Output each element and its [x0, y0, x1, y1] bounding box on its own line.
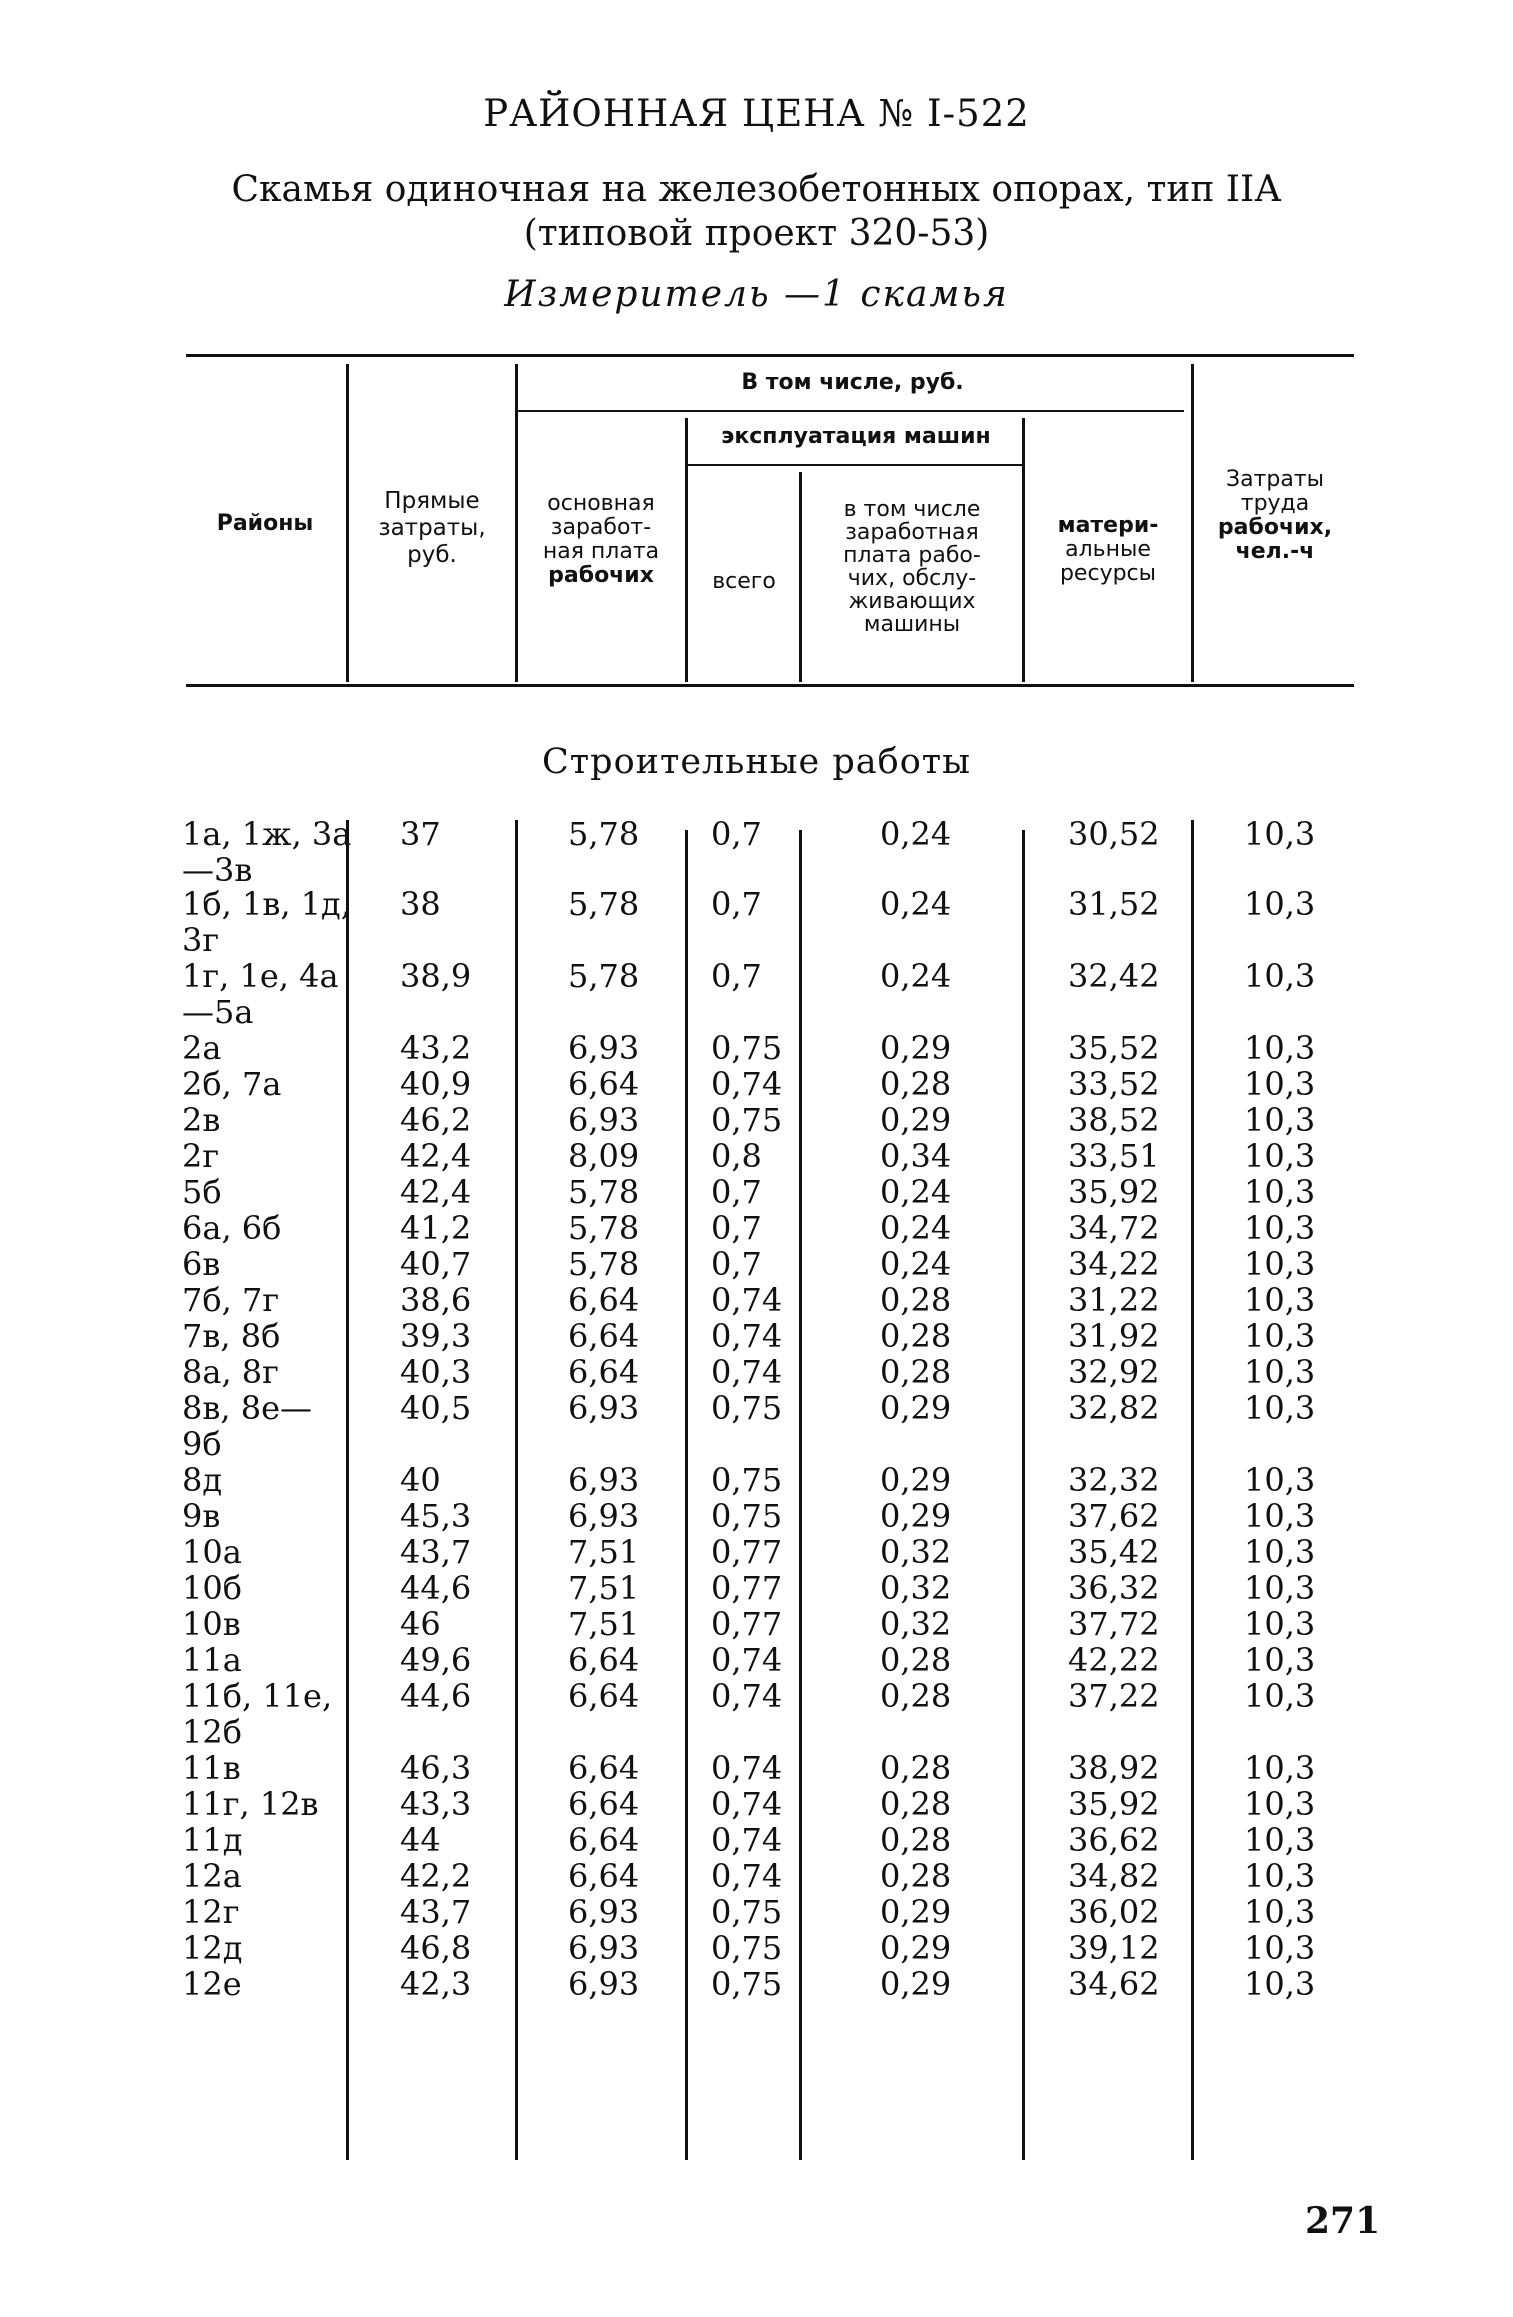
cell-machwage: 0,24 [880, 1209, 952, 1247]
cell-total: 0,7 [711, 1245, 762, 1283]
cell-materials: 34,82 [1068, 1857, 1160, 1895]
cell-labor: 10,3 [1244, 1281, 1316, 1319]
cell-total: 0,7 [711, 1173, 762, 1211]
cell-machwage: 0,24 [880, 885, 952, 923]
col-header-machine-operation: эксплуатация машин [721, 424, 991, 449]
cell-wage: 7,51 [568, 1605, 640, 1643]
cell-materials: 31,52 [1068, 885, 1160, 923]
cell-materials: 36,62 [1068, 1821, 1160, 1859]
cell-direct: 39,3 [400, 1317, 472, 1355]
col-header-including: В том числе, руб. [741, 370, 964, 395]
cell-wage: 6,93 [568, 1965, 640, 2003]
cell-direct: 46 [400, 1605, 441, 1643]
cell-labor: 10,3 [1244, 1857, 1316, 1895]
cell-direct: 40 [400, 1461, 441, 1499]
cell-labor: 10,3 [1244, 1101, 1316, 1139]
cell-machwage: 0,24 [880, 1173, 952, 1211]
cell-total: 0,75 [711, 1029, 783, 1067]
cell-total: 0,74 [711, 1281, 783, 1319]
cell-machwage: 0,24 [880, 957, 952, 995]
direct-line: затраты, [378, 515, 486, 541]
cell-region: 1б, 1в, 1д, 3г [182, 885, 351, 959]
cell-total: 0,75 [711, 1965, 783, 2003]
materials-line: ресурсы [1059, 561, 1157, 586]
table-row [0, 1642, 1513, 1678]
cell-direct: 43,2 [400, 1029, 472, 1067]
cell-total: 0,75 [711, 1497, 783, 1535]
machine-wage-line: плата рабо- [843, 543, 981, 568]
cell-direct: 43,3 [400, 1785, 472, 1823]
cell-labor: 10,3 [1244, 1461, 1316, 1499]
cell-machwage: 0,28 [880, 1281, 952, 1319]
materials-line: матери- [1057, 513, 1159, 538]
cell-region: 12а [182, 1857, 242, 1895]
cell-machwage: 0,29 [880, 1929, 952, 1967]
cell-total: 0,7 [711, 885, 762, 923]
cell-labor: 10,3 [1244, 1245, 1316, 1283]
cell-labor: 10,3 [1244, 1605, 1316, 1643]
cell-wage: 5,78 [568, 815, 640, 853]
cell-region: 11г, 12в [182, 1785, 319, 1823]
cell-materials: 31,22 [1068, 1281, 1160, 1319]
cell-labor: 10,3 [1244, 815, 1316, 853]
cell-direct: 40,5 [400, 1389, 472, 1427]
cell-total: 0,77 [711, 1605, 783, 1643]
cell-wage: 6,93 [568, 1389, 640, 1427]
table-row [0, 1786, 1513, 1822]
cell-labor: 10,3 [1244, 1533, 1316, 1571]
cell-machwage: 0,24 [880, 1245, 952, 1283]
machine-wage-line: чих, обслу- [847, 566, 977, 591]
cell-machwage: 0,29 [880, 1029, 952, 1067]
section-title: Строительные работы [542, 742, 971, 782]
table-row [0, 957, 1513, 1031]
table-row [0, 1930, 1513, 1966]
cell-total: 0,74 [711, 1821, 783, 1859]
cell-wage: 6,64 [568, 1749, 640, 1787]
table-row [0, 1606, 1513, 1642]
cell-region: 11а [182, 1641, 242, 1679]
cell-direct: 42,4 [400, 1173, 472, 1211]
cell-machwage: 0,29 [880, 1965, 952, 2003]
cell-materials: 32,82 [1068, 1389, 1160, 1427]
cell-total: 0,75 [711, 1101, 783, 1139]
cell-direct: 42,2 [400, 1857, 472, 1895]
cell-labor: 10,3 [1244, 1389, 1316, 1427]
cell-direct: 42,3 [400, 1965, 472, 2003]
cell-region: 8в, 8е— 9б [182, 1389, 313, 1463]
table-row [0, 1570, 1513, 1606]
table-top-rule [186, 354, 1354, 357]
cell-wage: 5,78 [568, 1209, 640, 1247]
table-header-bottom-rule [186, 684, 1354, 687]
cell-labor: 10,3 [1244, 957, 1316, 995]
cell-direct: 46,8 [400, 1929, 472, 1967]
cell-direct: 43,7 [400, 1893, 472, 1931]
cell-wage: 6,64 [568, 1821, 640, 1859]
header-divider-6 [1191, 364, 1194, 682]
cell-materials: 34,72 [1068, 1209, 1160, 1247]
cell-total: 0,75 [711, 1389, 783, 1427]
cell-wage: 8,09 [568, 1137, 640, 1175]
cell-wage: 6,64 [568, 1677, 640, 1715]
cell-direct: 44 [400, 1821, 441, 1859]
page-title: РАЙОННАЯ ЦЕНА № I-522 [483, 92, 1030, 135]
cell-direct: 40,7 [400, 1245, 472, 1283]
cell-labor: 10,3 [1244, 1965, 1316, 2003]
cell-total: 0,74 [711, 1065, 783, 1103]
cell-materials: 37,72 [1068, 1605, 1160, 1643]
cell-total: 0,75 [711, 1929, 783, 1967]
cell-total: 0,74 [711, 1317, 783, 1355]
cell-machwage: 0,28 [880, 1677, 952, 1715]
table-row [0, 1174, 1513, 1210]
direct-line: руб. [407, 542, 457, 568]
cell-total: 0,7 [711, 957, 762, 995]
cell-materials: 42,22 [1068, 1641, 1160, 1679]
table-row [0, 1030, 1513, 1066]
cell-labor: 10,3 [1244, 1065, 1316, 1103]
cell-materials: 37,22 [1068, 1677, 1160, 1715]
header-rule-machines [688, 464, 1024, 466]
cell-total: 0,77 [711, 1569, 783, 1607]
cell-labor: 10,3 [1244, 1677, 1316, 1715]
cell-total: 0,7 [711, 1209, 762, 1247]
cell-region: 7б, 7г [182, 1281, 280, 1319]
base-wage-line: основная [547, 491, 655, 516]
subtitle-line-1: Скамья одиночная на железобетонных опорах, тип IIА [231, 169, 1282, 210]
col-header-machine-wage [804, 498, 1020, 636]
header-divider-4 [799, 472, 802, 682]
cell-machwage: 0,29 [880, 1101, 952, 1139]
table-row [0, 1246, 1513, 1282]
cell-direct: 45,3 [400, 1497, 472, 1535]
cell-wage: 6,64 [568, 1281, 640, 1319]
table-row [0, 1894, 1513, 1930]
cell-region: 7в, 8б [182, 1317, 281, 1355]
cell-direct: 43,7 [400, 1533, 472, 1571]
cell-wage: 6,93 [568, 1461, 640, 1499]
cell-region: 11д [182, 1821, 243, 1859]
cell-wage: 6,93 [568, 1101, 640, 1139]
cell-direct: 38,6 [400, 1281, 472, 1319]
cell-machwage: 0,24 [880, 815, 952, 853]
cell-wage: 6,64 [568, 1065, 640, 1103]
cell-wage: 7,51 [568, 1569, 640, 1607]
cell-materials: 30,52 [1068, 815, 1160, 853]
cell-wage: 6,64 [568, 1317, 640, 1355]
col-header-labor [1196, 468, 1354, 564]
base-wage-line: ная плата [542, 539, 660, 564]
cell-total: 0,74 [711, 1857, 783, 1895]
cell-direct: 38 [400, 885, 441, 923]
cell-wage: 5,78 [568, 1173, 640, 1211]
cell-direct: 49,6 [400, 1641, 472, 1679]
cell-machwage: 0,28 [880, 1785, 952, 1823]
cell-machwage: 0,32 [880, 1605, 952, 1643]
cell-total: 0,74 [711, 1353, 783, 1391]
subtitle-line-2: (типовой проект 320-53) [523, 213, 990, 254]
cell-region: 11б, 11е, 12б [182, 1677, 333, 1751]
cell-region: 12г [182, 1893, 240, 1931]
cell-labor: 10,3 [1244, 1137, 1316, 1175]
col-header-materials [1026, 514, 1190, 586]
cell-wage: 6,64 [568, 1641, 640, 1679]
cell-total: 0,77 [711, 1533, 783, 1571]
table-row [0, 1210, 1513, 1246]
header-rule-including [518, 410, 1184, 412]
cell-total: 0,74 [711, 1677, 783, 1715]
table-row [0, 1389, 1513, 1463]
header-divider-1 [346, 364, 349, 682]
cell-labor: 10,3 [1244, 1029, 1316, 1067]
cell-materials: 34,62 [1068, 1965, 1160, 2003]
cell-region: 1г, 1е, 4а —5а [182, 957, 339, 1031]
measure-unit: Измеритель —1 скамья [504, 274, 1009, 315]
cell-machwage: 0,29 [880, 1893, 952, 1931]
cell-direct: 46,3 [400, 1749, 472, 1787]
cell-machwage: 0,28 [880, 1641, 952, 1679]
materials-line: альные [1065, 537, 1151, 562]
cell-materials: 33,52 [1068, 1065, 1160, 1103]
page-number: 271 [1305, 2200, 1381, 2242]
base-wage-line: рабочих [548, 563, 654, 588]
cell-direct: 46,2 [400, 1101, 472, 1139]
cell-total: 0,8 [711, 1137, 762, 1175]
cell-materials: 37,62 [1068, 1497, 1160, 1535]
cell-region: 5б [182, 1173, 222, 1211]
machine-wage-line: заработная [845, 520, 979, 545]
labor-line: Затраты [1225, 467, 1325, 492]
cell-region: 2б, 7а [182, 1065, 282, 1103]
col-header-base-wage [520, 492, 682, 588]
cell-labor: 10,3 [1244, 1749, 1316, 1787]
table-row [0, 1066, 1513, 1102]
cell-materials: 35,42 [1068, 1533, 1160, 1571]
cell-wage: 6,93 [568, 1929, 640, 1967]
table-row [0, 1138, 1513, 1174]
cell-labor: 10,3 [1244, 1929, 1316, 1967]
cell-direct: 44,6 [400, 1677, 472, 1715]
cell-wage: 6,64 [568, 1857, 640, 1895]
cell-wage: 6,93 [568, 1893, 640, 1931]
cell-total: 0,7 [711, 815, 762, 853]
cell-materials: 35,92 [1068, 1173, 1160, 1211]
table-row [0, 1858, 1513, 1894]
cell-labor: 10,3 [1244, 1569, 1316, 1607]
table-row [0, 1282, 1513, 1318]
machine-wage-line: в том числе [843, 497, 981, 522]
cell-labor: 10,3 [1244, 1173, 1316, 1211]
cell-labor: 10,3 [1244, 885, 1316, 923]
header-divider-2 [515, 364, 518, 682]
labor-line: чел.-ч [1235, 539, 1315, 564]
cell-region: 10б [182, 1569, 242, 1607]
cell-machwage: 0,28 [880, 1353, 952, 1391]
table-row [0, 1318, 1513, 1354]
cell-region: 12е [182, 1965, 242, 2003]
table-row [0, 1498, 1513, 1534]
cell-machwage: 0,29 [880, 1461, 952, 1499]
cell-wage: 5,78 [568, 1245, 640, 1283]
col-header-regions: Районы [216, 511, 314, 536]
cell-machwage: 0,34 [880, 1137, 952, 1175]
cell-direct: 41,2 [400, 1209, 472, 1247]
labor-line: рабочих, [1217, 515, 1333, 540]
cell-wage: 6,93 [568, 1497, 640, 1535]
cell-wage: 6,93 [568, 1029, 640, 1067]
cell-materials: 35,92 [1068, 1785, 1160, 1823]
cell-materials: 32,32 [1068, 1461, 1160, 1499]
cell-machwage: 0,28 [880, 1857, 952, 1895]
cell-region: 8а, 8г [182, 1353, 279, 1391]
cell-materials: 39,12 [1068, 1929, 1160, 1967]
col-header-total: всего [712, 569, 776, 594]
header-divider-3 [685, 418, 688, 682]
table-row [0, 885, 1513, 959]
col-header-direct [352, 488, 512, 569]
cell-materials: 33,51 [1068, 1137, 1160, 1175]
cell-wage: 7,51 [568, 1533, 640, 1571]
cell-region: 10в [182, 1605, 241, 1643]
cell-materials: 32,92 [1068, 1353, 1160, 1391]
cell-materials: 35,52 [1068, 1029, 1160, 1067]
table-row [0, 1534, 1513, 1570]
cell-direct: 42,4 [400, 1137, 472, 1175]
cell-materials: 32,42 [1068, 957, 1160, 995]
cell-region: 6а, 6б [182, 1209, 282, 1247]
cell-total: 0,74 [711, 1749, 783, 1787]
cell-labor: 10,3 [1244, 1497, 1316, 1535]
cell-labor: 10,3 [1244, 1209, 1316, 1247]
header-divider-5 [1022, 418, 1025, 682]
table-row [0, 1462, 1513, 1498]
cell-materials: 38,52 [1068, 1101, 1160, 1139]
labor-line: труда [1240, 491, 1310, 516]
cell-machwage: 0,32 [880, 1533, 952, 1571]
cell-labor: 10,3 [1244, 1317, 1316, 1355]
table-row [0, 1750, 1513, 1786]
cell-machwage: 0,29 [880, 1497, 952, 1535]
cell-materials: 38,92 [1068, 1749, 1160, 1787]
cell-machwage: 0,32 [880, 1569, 952, 1607]
cell-machwage: 0,29 [880, 1389, 952, 1427]
table-row [0, 815, 1513, 889]
cell-wage: 6,64 [568, 1785, 640, 1823]
cell-direct: 40,3 [400, 1353, 472, 1391]
cell-region: 2а [182, 1029, 222, 1067]
subtitle [0, 168, 1513, 256]
base-wage-line: заработ- [550, 515, 652, 540]
cell-region: 11в [182, 1749, 241, 1787]
table-row [0, 1677, 1513, 1751]
cell-region: 1а, 1ж, 3а —3в [182, 815, 352, 889]
cell-labor: 10,3 [1244, 1893, 1316, 1931]
table-row [0, 1354, 1513, 1390]
cell-total: 0,75 [711, 1461, 783, 1499]
table-row [0, 1822, 1513, 1858]
cell-labor: 10,3 [1244, 1785, 1316, 1823]
cell-materials: 36,02 [1068, 1893, 1160, 1931]
cell-region: 6в [182, 1245, 221, 1283]
cell-wage: 5,78 [568, 957, 640, 995]
cell-total: 0,74 [711, 1785, 783, 1823]
cell-labor: 10,3 [1244, 1353, 1316, 1391]
cell-region: 9в [182, 1497, 221, 1535]
cell-direct: 44,6 [400, 1569, 472, 1607]
direct-line: Прямые [384, 488, 480, 514]
cell-labor: 10,3 [1244, 1641, 1316, 1679]
cell-direct: 37 [400, 815, 441, 853]
cell-machwage: 0,28 [880, 1821, 952, 1859]
cell-region: 10а [182, 1533, 242, 1571]
cell-machwage: 0,28 [880, 1317, 952, 1355]
table-row [0, 1966, 1513, 2002]
cell-wage: 6,64 [568, 1353, 640, 1391]
cell-materials: 36,32 [1068, 1569, 1160, 1607]
cell-total: 0,74 [711, 1641, 783, 1679]
cell-direct: 38,9 [400, 957, 472, 995]
cell-region: 8д [182, 1461, 223, 1499]
cell-region: 2в [182, 1101, 221, 1139]
cell-direct: 40,9 [400, 1065, 472, 1103]
cell-materials: 34,22 [1068, 1245, 1160, 1283]
cell-machwage: 0,28 [880, 1749, 952, 1787]
machine-wage-line: машины [863, 612, 961, 637]
cell-region: 12д [182, 1929, 243, 1967]
table-row [0, 1102, 1513, 1138]
cell-materials: 31,92 [1068, 1317, 1160, 1355]
cell-region: 2г [182, 1137, 220, 1175]
cell-wage: 5,78 [568, 885, 640, 923]
cell-labor: 10,3 [1244, 1821, 1316, 1859]
cell-machwage: 0,28 [880, 1065, 952, 1103]
cell-total: 0,75 [711, 1893, 783, 1931]
machine-wage-line: живающих [848, 589, 976, 614]
